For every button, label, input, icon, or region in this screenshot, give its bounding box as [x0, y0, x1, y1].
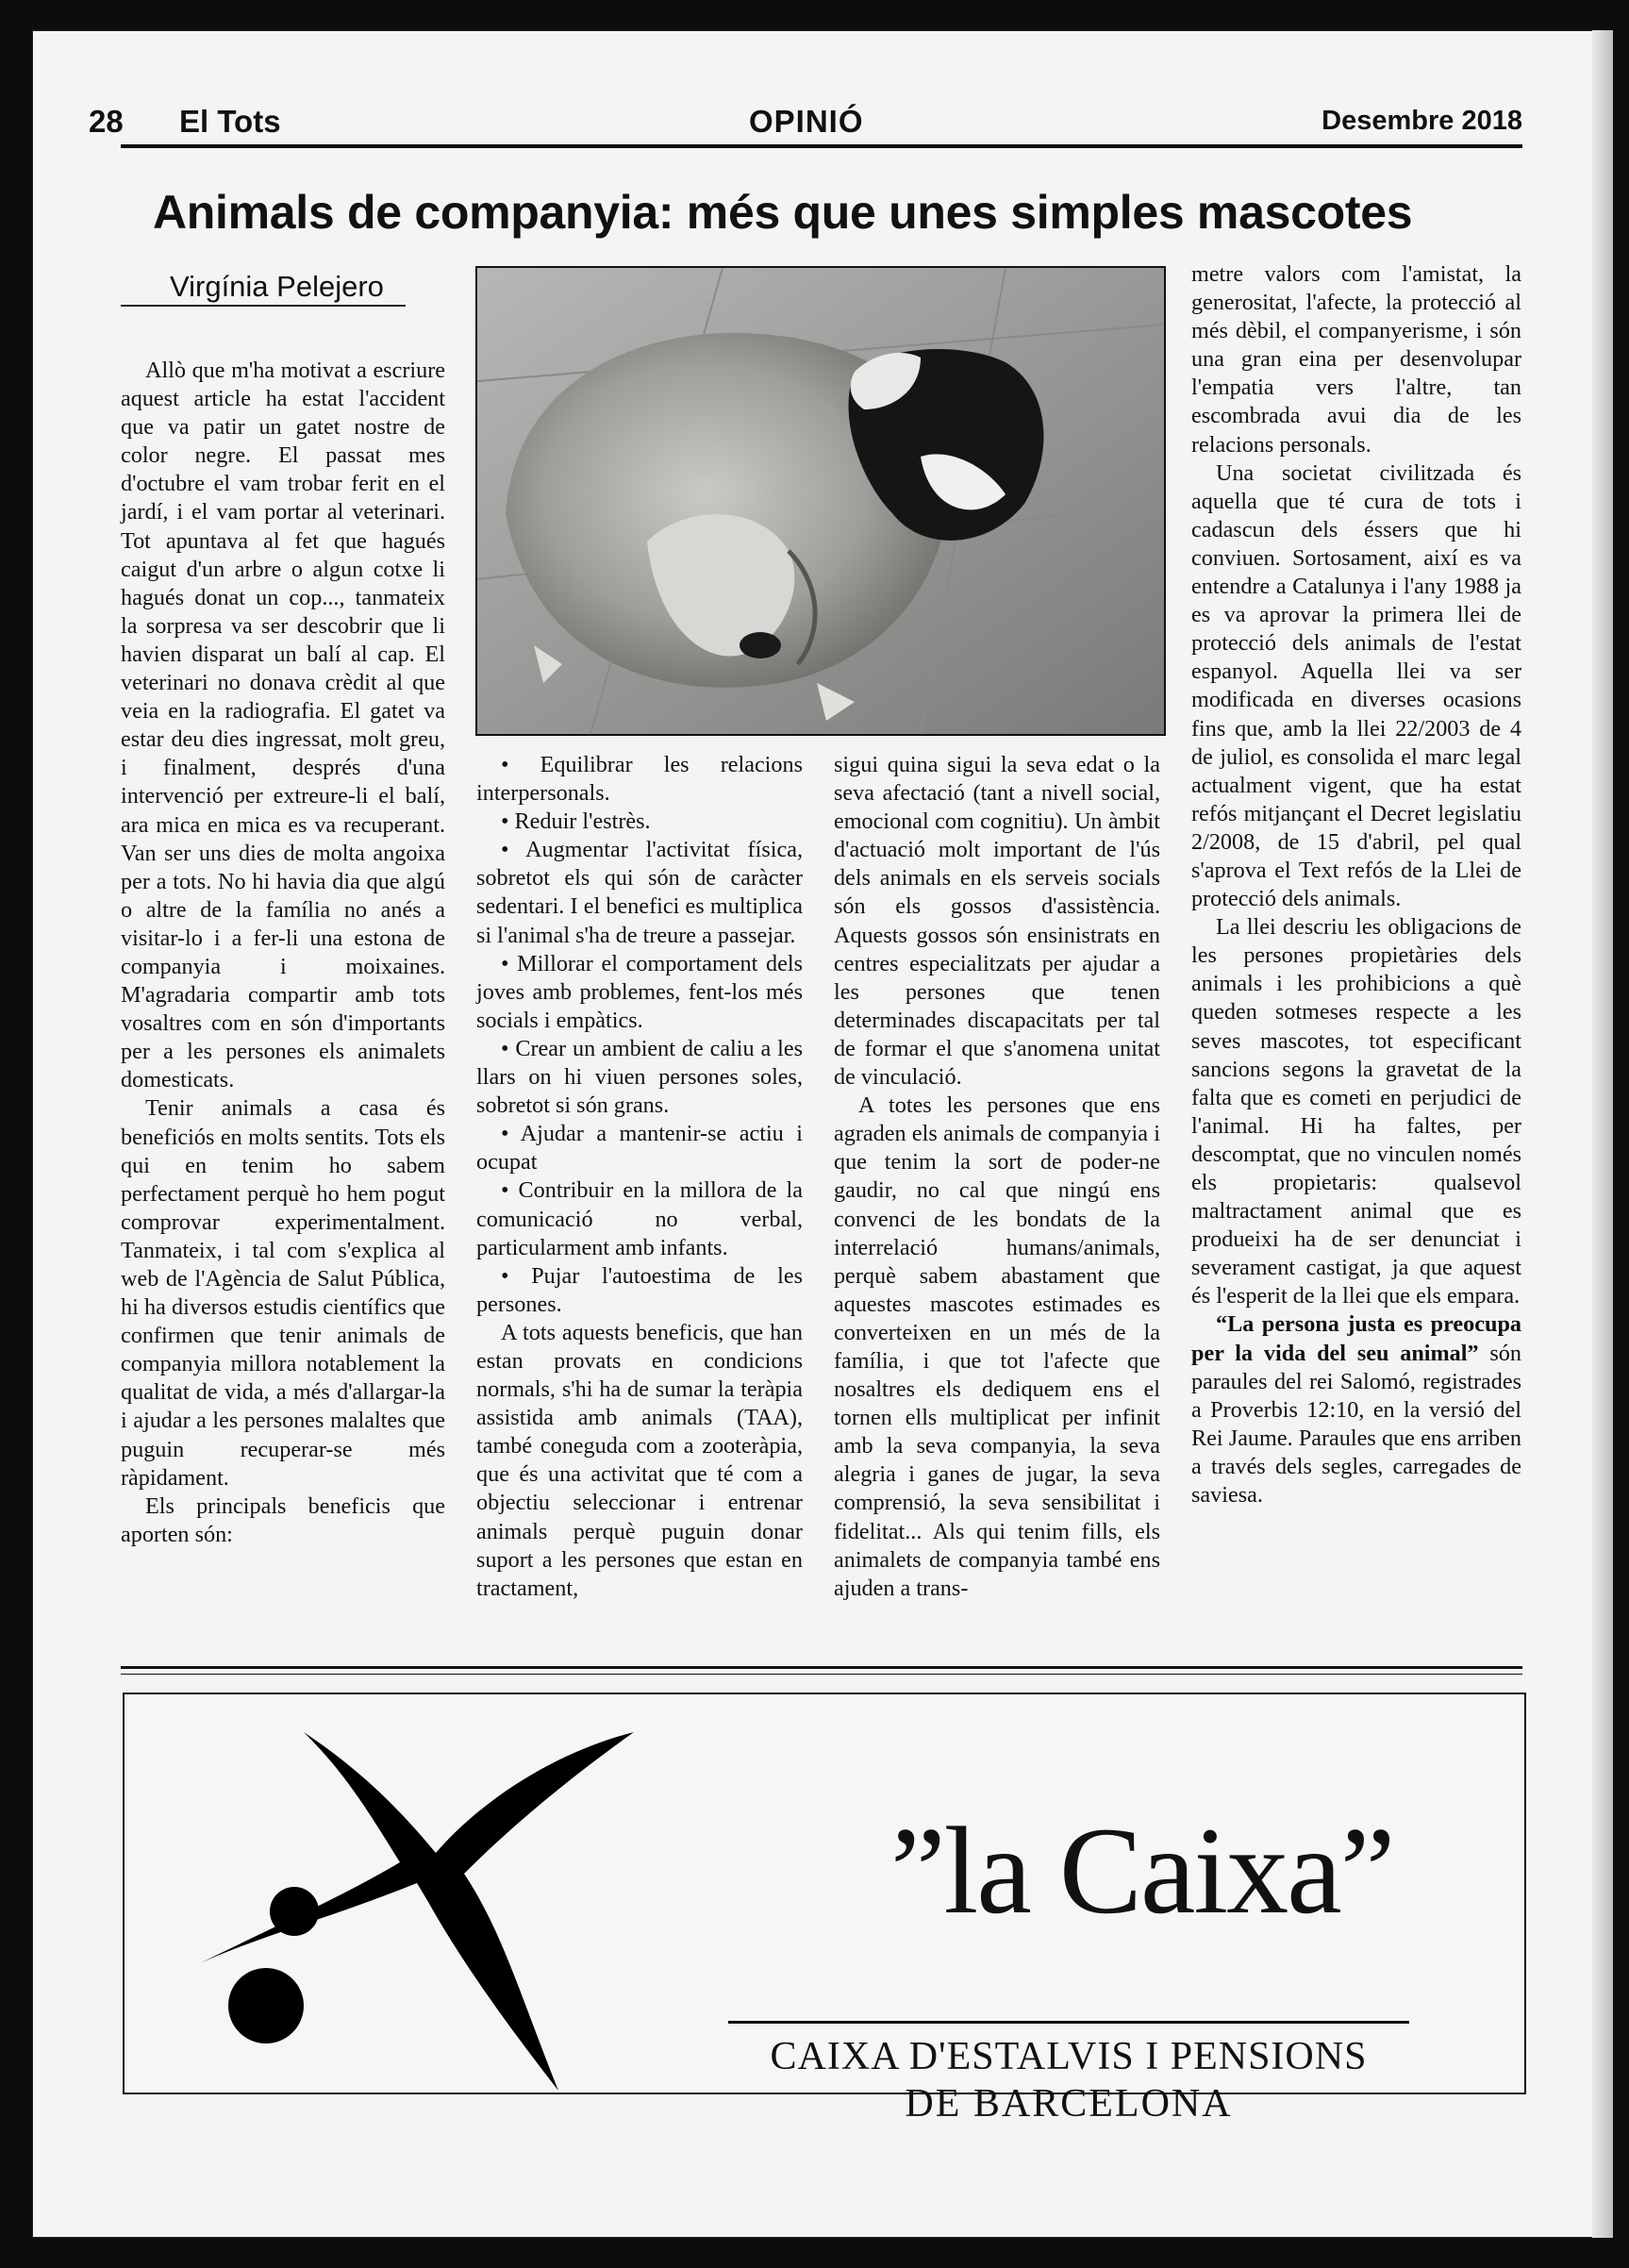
header-rule [121, 144, 1522, 148]
paragraph: A tots aquests beneficis, que han estan provats en condicions normals, s'hi ha de sumar la teràpia assistida amb animals (TAA), també coneguda com a zooteràpia, que és una activitat que té com a objectiu seleccionar i entrenar animals perquè puguin donar suport a les persones que estan en tractament, [476, 1319, 803, 1601]
article-author: Virgínia Pelejero [170, 270, 384, 303]
ad-rule [728, 2021, 1409, 2024]
ad-tagline-1: CAIXA D'ESTALVIS I PENSIONS [770, 2035, 1368, 2078]
article-column-4 [1191, 260, 1521, 1509]
article-title: Animals de companyia: més que unes simples mascotes [153, 186, 1413, 239]
benefit-item: • Ajudar a mantenir-se actiu i ocupat [476, 1121, 803, 1176]
quote-rest: són paraules del rei Salomó, registrades a Proverbis 12:10, en la versió del Rei Jaume. Paraules que ens arriben a través dels segles, carregades de saviesa. [1191, 1340, 1521, 1509]
benefit-item: • Millorar el comportament dels joves amb problemes, fent-los més socials i empàtics. [476, 950, 803, 1033]
page-edge [1592, 30, 1613, 2238]
article-column-3 [834, 751, 1160, 1603]
benefit-item: • Augmentar l'activitat física, sobretot els qui són de caràcter sedentari. I el benefici es multiplica si l'animal s'ha de treure a passejar. [476, 837, 803, 948]
benefit-item: • Crear un ambient de caliu a les llars on hi viuen persones soles, sobretot si són grans. [476, 1035, 803, 1119]
publication-name: El Tots [179, 104, 281, 139]
author-rule [121, 305, 406, 307]
paragraph: Una societat civilitzada és aquella que té cura de tots i cadascun dels éssers que hi conviuen. Sortosament, així es va entendre a Catalunya i l'any 1988 ja es va aprovar la primera llei de protecció dels animals de l'estat espanyol. Aquella llei va ser modificada en diverses ocasions fins que, amb la llei 22/2003 de 4 de juliol, es consolida el marc legal actualment vigent, que ha estat refós mitjançant el Decret legislatiu 2/2008, de 15 d'abril, pel qual s'aprova el Text refós de la Llei de protecció dels animals. [1191, 459, 1521, 912]
benefit-item: • Pujar l'autoestima de les persones. [476, 1262, 803, 1317]
benefit-item: • Contribuir en la millora de la comunicació no verbal, particularment amb infants. [476, 1177, 803, 1260]
paragraph: A totes les persones que ens agraden els animals de companyia i que tenim la sort de poder-ne gaudir, no cal que ningú ens convenci de les bondats de la interrelació humans/animals, perquè sabem abastament que aquestes mascotes estimades es converteixen en un més de la família, i que tot l'afecte que nosaltres els dediquem ens el tornen ells multiplicat per infinit amb la seva companyia, la seva alegria i ganes de jugar, la seva comprensió, la seva sensibilitat i fidelitat... Als qui tenim fills, els animalets de companyia també ens ajuden a trans- [834, 1092, 1160, 1601]
ad-separator-thin [121, 1674, 1522, 1675]
article-column-1 [121, 357, 445, 1549]
paragraph: Allò que m'ha motivat a escriure aquest article ha estat l'accident que va patir un gatet nostre de color negre. El passat mes d'octubre el vam trobar ferit en el jardí, i el vam portar al veterinari. Tot apuntava al fet que hagués caigut d'un arbre o algun cotxe li hagués donat un cop..., tanmateix la sorpresa va ser descobrir que li havien disparat un balí al cap. El veterinari no donava crèdit al que veia en la radiografia. El gatet va estar deu dies ingressat, molt greu, i finalment, després d'una intervenció per extreure-li el balí, ara mica en mica es va recuperant. Van ser uns dies de molta angoixa per a tots. No hi havia dia que algú o altre de la família no anés a visitar-lo i a fer-li una estona de companyia i moixaines. M'agradaria compartir amb tots vosaltres com en són d'importants per a les persones els animalets domesticats. [121, 358, 445, 1093]
article-column-2 [476, 751, 803, 1603]
paragraph: metre valors com l'amistat, la generositat, l'afecte, la protecció al més dèbil, el companyerisme, i són una gran eina per desenvolupar l'empatia vers l'altre, tan escombrada avui dia de les relacions personals. [1191, 261, 1521, 458]
benefit-item: • Reduir l'estrès. [501, 809, 651, 835]
page-number: 28 [89, 104, 124, 139]
ad-separator-top [121, 1666, 1522, 1669]
benefit-item: • Equilibrar les relacions interpersonals. [476, 752, 803, 807]
photo-illustration [477, 268, 1164, 734]
la-caixa-advertisement [123, 1693, 1526, 2126]
section-name: OPINIÓ [749, 104, 864, 139]
paragraph: Tenir animals a casa és beneficiós en molts sentits. Tots els qui en tenim ho sabem perfectament perquè ho hem pogut comprovar experimentalment. Tanmateix, i tal com s'explica al web de l'Agència de Salut Pública, hi ha diversos estudis científics que confirmen que tenir animals de companyia millora notablement la qualitat de vida, a més d'allargar-la i ajudar a les persones malaltes que puguin recuperar-se més ràpidament. [121, 1095, 445, 1491]
paragraph: sigui quina sigui la seva edat o la seva afectació (tant a nivell social, emocional com cognitiu). Un àmbit d'actuació molt important de l'ús dels animals en els serveis socials són els gossos d'assistència. Aquests gossos són ensinistrats en centres especialitzats per ajudar a les persones que tenen determinades discapacitats per tal de formar el que s'anomena unitat de vinculació. [834, 752, 1160, 1091]
paragraph: La llei descriu les obligacions de les persones propietàries dels animals i les prohibicions a què queden sotmeses respecte a les seves mascotes, tot especificant sancions segons la gravetat de la falta que es cometi en perjudici de l'animal. Hi ha faltes, per descomptat, que no vinculen només els propietaris: qualsevol maltractament animal que es produeixi ha de ser denunciat i severament castigat, ja que aquest és l'esperit de la llei que els empara. [1191, 914, 1521, 1309]
page-header [89, 104, 1522, 145]
la-caixa-logotype: ”la Caixa” [890, 1801, 1394, 1940]
closing-quote-paragraph [1191, 1310, 1521, 1509]
dog-and-cat-photo [475, 266, 1166, 736]
paragraph: Els principals beneficis que aporten són: [121, 1493, 445, 1547]
quote-bold: “La persona justa es preocupa per la vida del seu animal” [1191, 1311, 1521, 1366]
ad-tagline-2: DE BARCELONA [905, 2082, 1233, 2126]
caixa-star-logo-icon [181, 1694, 672, 2091]
issue-date: Desembre 2018 [1321, 106, 1522, 136]
